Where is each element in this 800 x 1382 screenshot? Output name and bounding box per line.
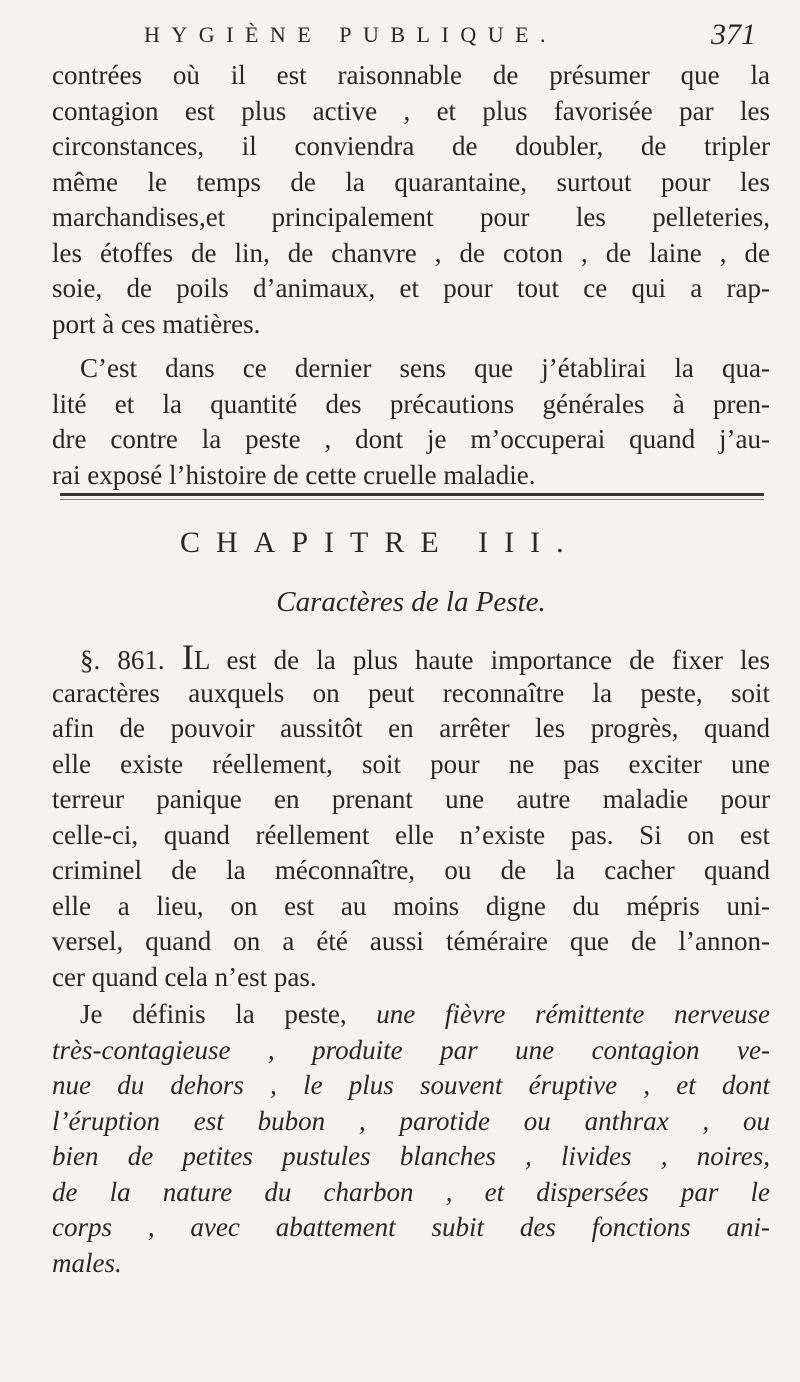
paragraph-precautions [52,351,770,493]
text-line: versel, quand on a été aussi téméraire que de l’annon- [52,926,770,956]
text-line: rai exposé l’histoire de cette cruelle maladie. [52,459,536,490]
text-line: bien de petites pustules blanches , livides , noires, [52,1141,770,1171]
text-line: marchandises,et principalement pour les pelleteries, [52,202,770,232]
text-line: l’éruption est bubon , parotide ou anthrax , ou [52,1105,770,1136]
text-fragment: Je définis la peste, [80,999,377,1029]
section-divider [60,493,764,496]
text-line: soie, de poils d’animaux, et pour tout ce qui a rap- [52,273,770,303]
text-line: corps , avec abattement subit des fonctions ani- [52,1212,770,1242]
section-number: §. 861. [80,645,165,675]
text-line: celle-ci, quand réellement elle n’existe pas. Si on est [52,819,770,850]
text-fragment: L est de la plus haute importance de fixer les [193,645,771,675]
text-line: elle a lieu, on est au moins digne du mépris uni- [52,890,770,921]
text-line: dre contre la peste , dont je m’occuperai quand j’au- [52,424,770,454]
text-line: contagion est plus active , et plus favorisée par les [52,95,770,126]
text-line [52,637,771,677]
text-line [52,997,770,1033]
running-head [144,18,756,58]
text-line: contrées où il est raisonnable de présumer que la [52,60,770,90]
paragraph-quarantine [52,58,770,342]
running-title: HYGIÈNE PUBLIQUE. [144,22,558,47]
text-line: très-contagieuse , produite par une contagion ve- [52,1034,770,1065]
text-line: de la nature du charbon , et dispersées par le [52,1176,770,1207]
text-line: même le temps de la quarantaine, surtout pour les [52,166,770,197]
drop-cap: I [181,637,194,677]
text-line: criminel de la méconnaître, ou de la cacher quand [52,855,770,885]
book-page [52,18,770,1358]
text-line: afin de pouvoir aussitôt en arrêter les progrès, quand [52,713,770,743]
text-line: circonstances, il conviendra de doubler, de tripler [52,131,770,161]
page-number: 371 [711,18,756,51]
text-line: caractères auxquels on peut reconnaître la peste, soit [52,677,770,708]
text-line: elle existe réellement, soit pour ne pas exciter une [52,748,770,779]
section-divider-thin [60,499,764,500]
text-line: C’est dans ce dernier sens que j’établirai la qua- [80,353,770,383]
chapter-heading: CHAPITRE III. [180,526,580,559]
text-line: males. [52,1247,122,1278]
paragraph-definition [52,997,770,1281]
text-line: les étoffes de lin, de chanvre , de coton , de laine , de [52,237,770,268]
text-line: nue du dehors , le plus souvent éruptive , et dont [52,1070,770,1100]
text-line: port à ces matières. [52,308,261,339]
paragraph-section-861 [52,637,771,995]
italic-fragment: une fièvre rémittente nerveuse [376,999,770,1029]
text-line: cer quand cela n’est pas. [52,961,317,992]
chapter-title: Caractères de la Peste. [276,586,546,618]
text-line: terreur panique en prenant une autre maladie pour [52,784,770,814]
text-line: lité et la quantité des précautions générales à pren- [52,388,770,419]
